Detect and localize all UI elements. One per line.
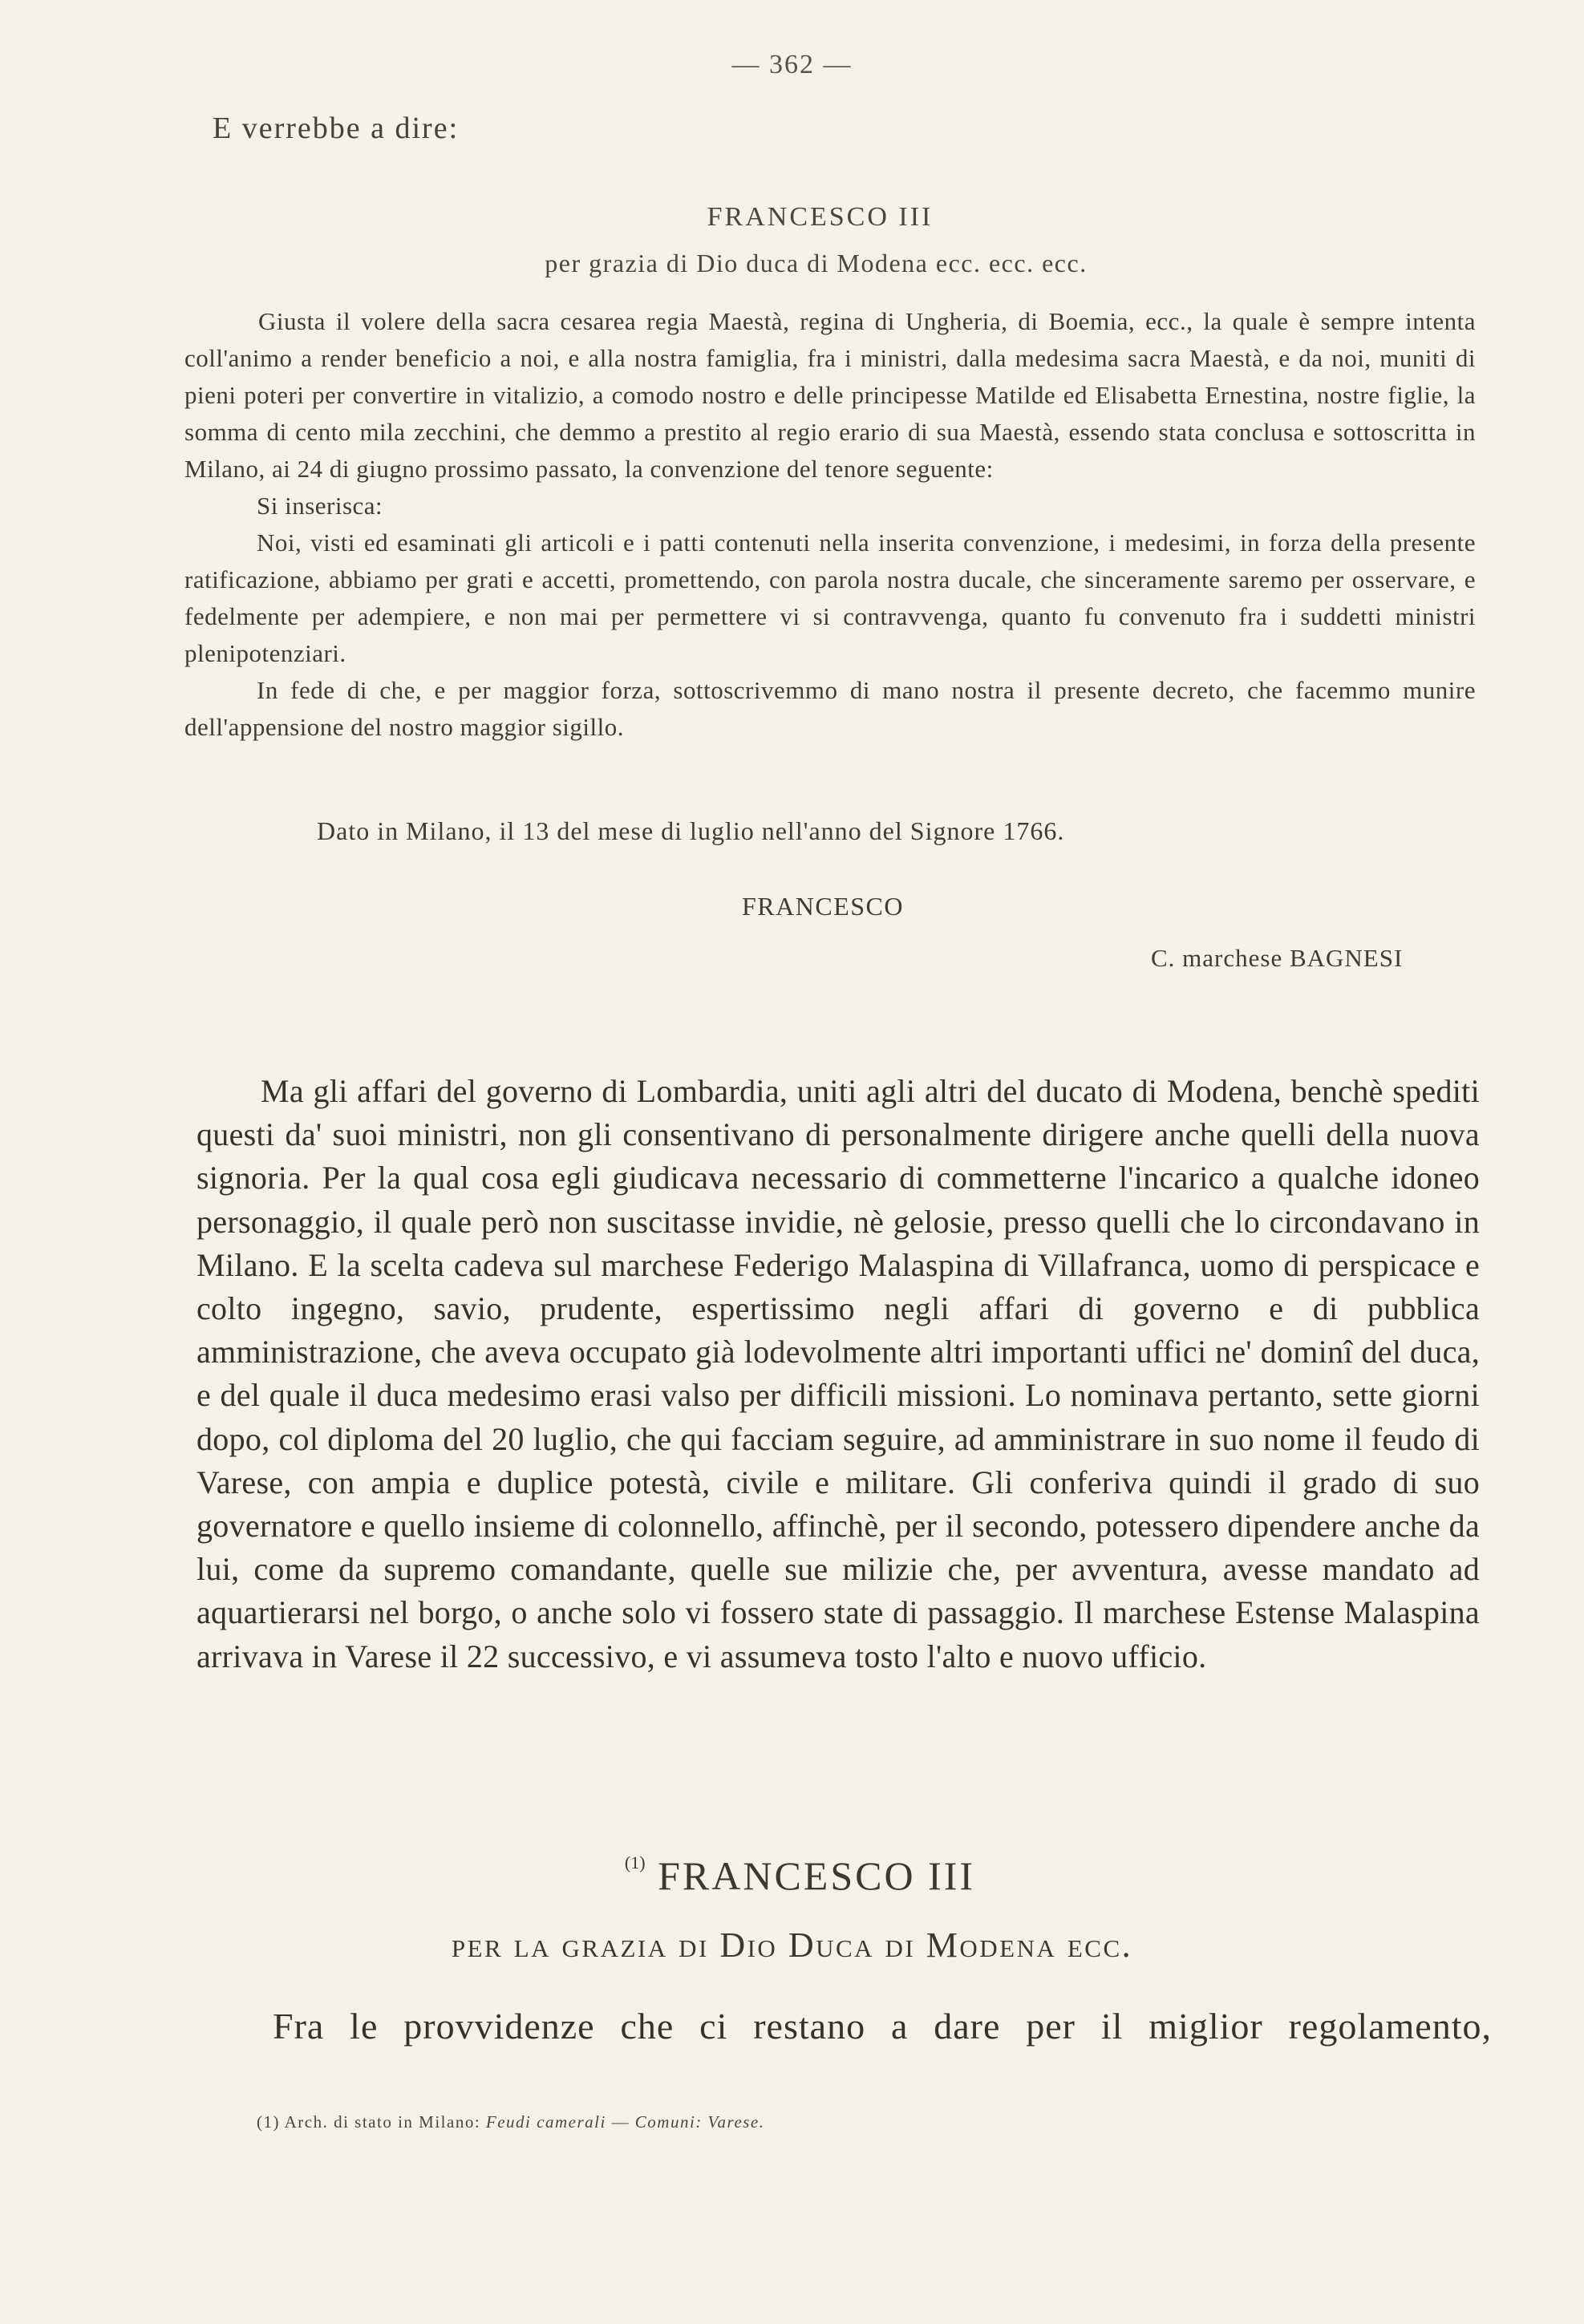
decree-body (184, 303, 1476, 746)
main-paragraph: Ma gli affari del governo di Lombardia, uniti agli altri del ducato di Modena, benchè spediti questi da' suoi ministri, non gli consentivano di personalmente dirigere anche quelli della nuova signoria. Per la qual cosa egli giudicava necessario di commetterne l'incarico a qualche idoneo personaggio, il quale però non suscitasse invidie, nè gelosie, presso quelli che lo circondavano in Milano. E la scelta cadeva sul marchese Federigo Malaspina di Villafranca, uomo di perspicace e colto ingegno, savio, prudente, espertissimo negli affari di governo e di pubblica amministrazione, che aveva occupato già lodevolmente altri importanti uffici ne' dominî del duca, e del quale il duca medesimo erasi valso per difficili missioni. Lo nominava pertanto, sette giorni dopo, col diploma del 20 luglio, che qui facciam seguire, ad amministrare in suo nome il feudo di Varese, con ampia e duplice potestà, civile e militare. Gli conferiva quindi il grado di suo governatore e quello insieme di colonnello, affinchè, per il secondo, potessero dipendere anche da lui, come da supremo comandante, quelle sue milizie che, per avventura, avesse mandato ad aquartierarsi nel borgo, o anche solo vi fossero state di passaggio. Il marchese Estense Malaspina arrivava in Varese il 22 successivo, e vi assumeva tosto l'alto e nuovo ufficio. (196, 1073, 1480, 1674)
footnote-italic-1: Feudi camerali (485, 2112, 606, 2132)
footnote-marker: (1) (624, 1852, 646, 1873)
decree-title: FRANCESCO III (707, 202, 934, 232)
footnote-separator: — (611, 2112, 630, 2132)
footnote-text: Arch. di stato in Milano: (284, 2112, 481, 2132)
decree-subtitle: per grazia di Dio duca di Modena ecc. ecc. ecc. (545, 249, 1088, 277)
second-decree-subtitle: per la grazia di Dio Duca di Modena ecc. (451, 1925, 1133, 1965)
decree-paragraph: Si inserisca: (257, 492, 383, 520)
page-number: — 362 — (731, 50, 853, 79)
signature-secondary: C. marchese BAGNESI (1151, 944, 1404, 972)
main-text (196, 1070, 1480, 1678)
intro-line: E verrebbe a dire: (213, 111, 460, 145)
decree-paragraph: In fede di che, e per maggior forza, sottoscrivemmo di mano nostra il presente decreto, che facemmo munire dell'appensione del nostro maggior sigillo. (184, 676, 1476, 741)
signature-name: FRANCESCO (742, 892, 904, 921)
second-decree-first-line: Fra le provvidenze che ci restano a dare per il miglior regolamento, (273, 2006, 1492, 2047)
footnote-marker: (1) (257, 2112, 280, 2132)
second-decree-title-text: FRANCESCO III (658, 1853, 976, 1898)
footnote-italic-2: Comuni: Varese. (634, 2112, 765, 2132)
second-decree-title (0, 1852, 1584, 1899)
decree-paragraph: Noi, visti ed esaminati gli articoli e i patti contenuti nella inserita convenzione, i medesimi, in forza della presente ratificazione, abbiamo per grati e accetti, promettendo, con parola nostra ducale, che sinceramente saremo per osservare, e fedelmente per adempiere, e non mai per permettere vi si contravvenga, quanto fu convenuto fra i suddetti ministri plenipotenziari. (184, 528, 1476, 667)
decree-paragraph: Giusta il volere della sacra cesarea regia Maestà, regina di Ungheria, di Boemia, ecc., la quale è sempre intenta coll'animo a render beneficio a noi, e alla nostra famiglia, fra i ministri, dalla medesima sacra Maestà, e da noi, muniti di pieni poteri per convertire in vitalizio, a comodo nostro e delle principesse Matilde ed Elisabetta Ernestina, nostre figlie, la somma di cento mila zecchini, che demmo a prestito al regio erario di sua Maestà, essendo stata conclusa e sottoscritta in Milano, ai 24 di giugno prossimo passato, la convenzione del tenore seguente: (184, 307, 1476, 483)
footnote (257, 2112, 765, 2132)
decree-date-line: Dato in Milano, il 13 del mese di luglio nell'anno del Signore 1766. (317, 816, 1065, 845)
